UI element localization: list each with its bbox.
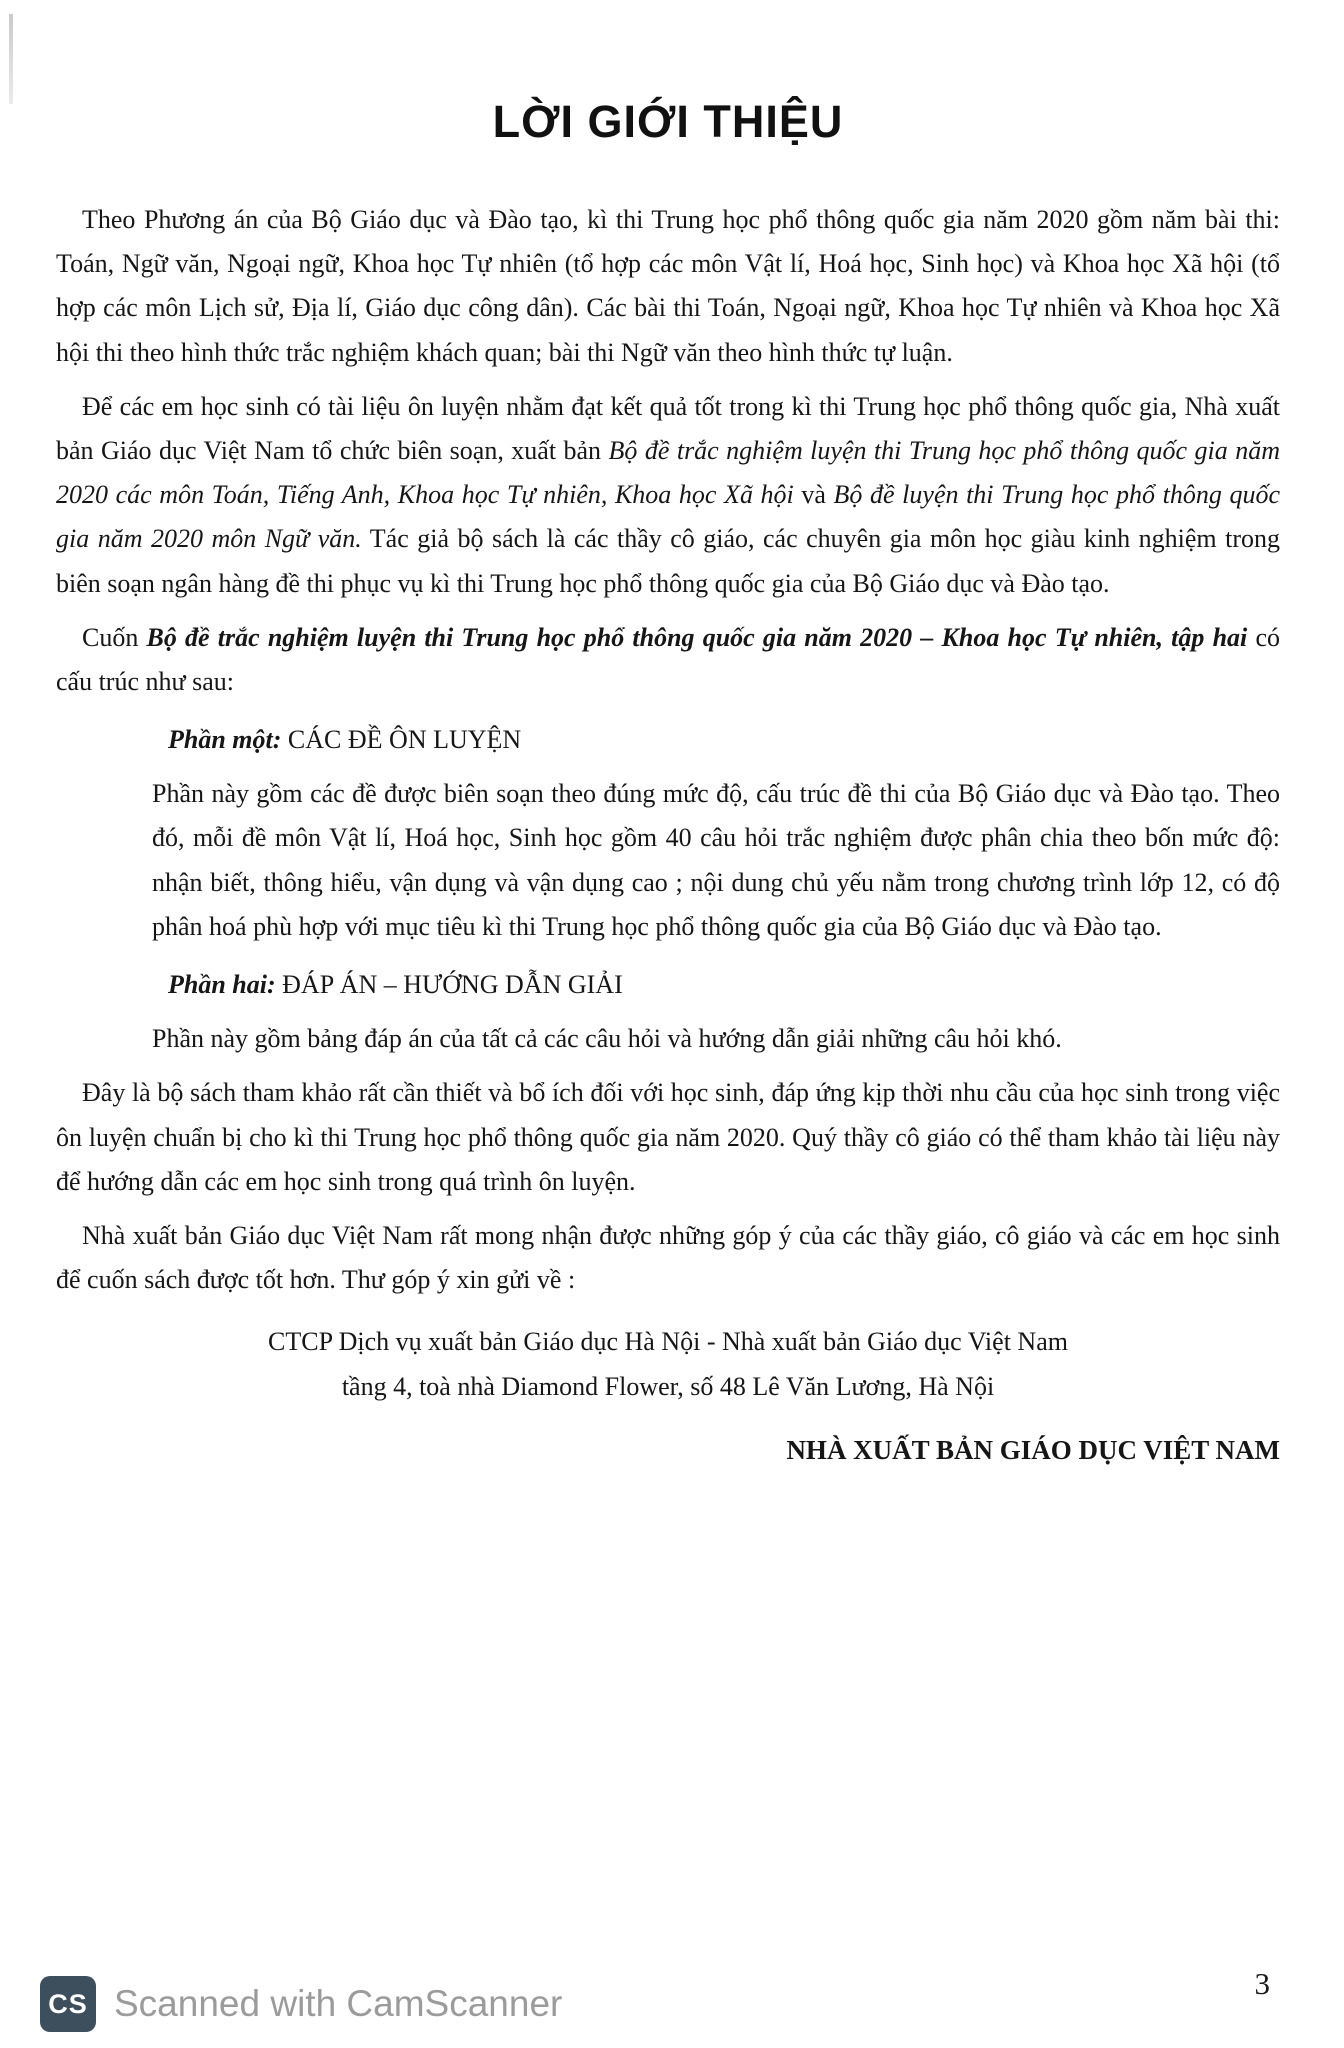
text-run: và [793, 480, 834, 510]
book-title-italic: Bộ đề trắc nghiệm luyện thi Trung học phổ thông quốc gia năm 2020 các môn Toán, Tiếng Anh, Khoa học Tự nhiên, Khoa học Xã hội [56, 435, 1281, 510]
scan-edge-artifact [9, 14, 13, 104]
contact-address [56, 1320, 1280, 1408]
address-line-2: tầng 4, toà nhà Diamond Flower, số 48 Lê Văn Lương, Hà Nội [341, 1371, 995, 1401]
text-run: Đây là bộ sách tham khảo rất cần thiết và bổ ích đối với học sinh, đáp ứng kịp thời nhu cầu của học sinh trong việc ôn luyện chuẩn bị cho kì thi Trung học phổ thông quốc gia năm 2020. Quý thầy cô giáo có thể tham khảo tài liệu này để hướng dẫn các em học sinh trong quá trình ôn luyện. [56, 1078, 1280, 1196]
section-heading-part-one [168, 718, 1280, 762]
camscanner-label: Scanned with CamScanner [114, 1983, 563, 2024]
section-label: Phần hai: [168, 970, 276, 999]
text-run: Phần này gồm các đề được biên soạn theo đúng mức độ, cấu trúc đề thi của Bộ Giáo dục và Đào tạo. Theo đó, mỗi đề môn Vật lí, Hoá học, Sinh học gồm 40 câu hỏi trắc nghiệm được phân chia theo bốn mức độ: nhận biết, thông hiểu, vận dụng và vận dụng cao ; nội dung chủ yếu nằm trong chương trình lớp 12, có độ phân hoá phù hợp với mục tiêu kì thi Trung học phổ thông quốc gia của Bộ Giáo dục và Đào tạo. [152, 779, 1280, 941]
section-heading-part-two [168, 963, 1280, 1007]
page-title: LỜI GIỚI THIỆU [492, 96, 844, 147]
text-run: Phần này gồm bảng đáp án của tất cả các câu hỏi và hướng dẫn giải những câu hỏi khó. [152, 1024, 1062, 1054]
text-run: Để các em học sinh có tài liệu ôn luyện nhằm đạt kết quả tốt trong kì thi Trung học phổ thông quốc gia, Nhà xuất bản Giáo dục Việt Nam tổ chức biên soạn, xuất bản [56, 391, 1280, 465]
text-run: Theo Phương án của Bộ Giáo dục và Đào tạo, kì thi Trung học phổ thông quốc gia năm 2020 gồm năm bài thi: Toán, Ngữ văn, Ngoại ngữ, Khoa học Tự nhiên (tổ hợp các môn Vật lí, Hoá học, Sinh học) và Khoa học Xã hội (tổ hợp các môn Lịch sử, Địa lí, Giáo dục công dân). Các bài thi Toán, Ngoại ngữ, Khoa học Tự nhiên và Khoa học Xã hội thi theo hình thức trắc nghiệm khách quan; bài thi Ngữ văn theo hình thức tự luận. [56, 205, 1280, 367]
text-run: Tác giả bộ sách là các thầy cô giáo, các chuyên gia môn học giàu kinh nghiệm trong biên soạn ngân hàng đề thi phục vụ kì thi Trung học phổ thông quốc gia của Bộ Giáo dục và Đào tạo. [56, 524, 1280, 598]
text-run: có cấu trúc như sau: [56, 622, 1280, 696]
page-number: 3 [1254, 1966, 1270, 2001]
section-one-paragraph [152, 772, 1280, 949]
intro-paragraph-1 [56, 198, 1280, 375]
section-title: ĐÁP ÁN – HƯỚNG DẪN GIẢI [275, 970, 623, 999]
camscanner-logo-icon: CS [40, 1976, 96, 2032]
section-two-paragraph [56, 1017, 1280, 1061]
book-title-italic: Bộ đề luyện thi Trung học phổ thông quốc gia năm 2020 môn Ngữ văn. [56, 480, 1281, 554]
intro-paragraph-3 [56, 616, 1280, 704]
closing-paragraph-1 [56, 1071, 1280, 1204]
text-run: Nhà xuất bản Giáo dục Việt Nam rất mong nhận được những góp ý của các thầy giáo, cô giáo và các em học sinh để cuốn sách được tốt hơn. Thư góp ý xin gửi về : [56, 1220, 1280, 1295]
intro-paragraph-2 [56, 385, 1280, 606]
text-run: Cuốn [82, 622, 147, 652]
camscanner-watermark [40, 1976, 562, 2032]
address-line-1: CTCP Dịch vụ xuất bản Giáo dục Hà Nội - Nhà xuất bản Giáo dục Việt Nam [268, 1327, 1068, 1357]
closing-paragraph-2 [56, 1214, 1280, 1302]
section-label: Phần một: [168, 725, 282, 755]
section-title: CÁC ĐỀ ÔN LUYỆN [281, 725, 522, 755]
publisher-signature: NHÀ XUẤT BẢN GIÁO DỤC VIỆT NAM [786, 1434, 1280, 1465]
book-title-bold-italic: Bộ đề trắc nghiệm luyện thi Trung học phổ thông quốc gia năm 2020 – Khoa học Tự nhiên, tập hai [146, 622, 1248, 652]
